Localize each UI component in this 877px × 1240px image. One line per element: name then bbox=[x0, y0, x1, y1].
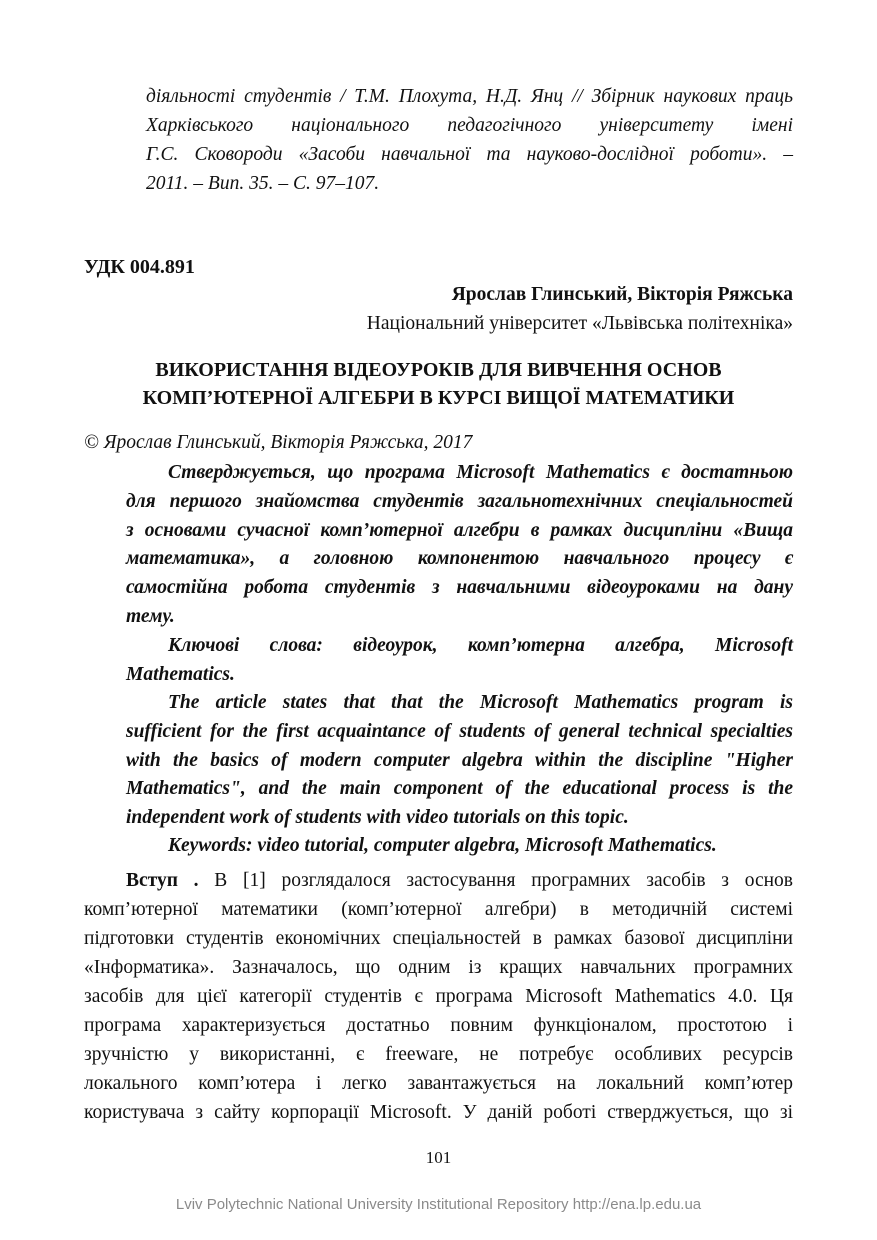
intro-lead: Вступ . bbox=[126, 870, 199, 891]
intro-line: комп’ютерної математики (комп’ютерної алгебри) в методичній системі bbox=[84, 899, 793, 920]
abstract-line: математика», а головною компонентою навчального процесу є bbox=[126, 548, 793, 570]
keywords-line: Keywords: video tutorial, computer algebra, Microsoft Mathematics. bbox=[168, 835, 717, 856]
abstract-ukrainian bbox=[126, 459, 793, 632]
abstract-line: sufficient for the first acquaintance of students of general technical specialties bbox=[126, 720, 793, 742]
intro-line bbox=[84, 866, 793, 895]
title-line: ВИКОРИСТАННЯ ВІДЕОУРОКІВ ДЛЯ ВИВЧЕННЯ ОСНОВ bbox=[155, 359, 722, 381]
intro-line: програма характеризується достатньо повним функціоналом, простотою і bbox=[84, 1015, 793, 1036]
abstract-line: with the basics of modern computer algebra within the discipline "Higher bbox=[126, 749, 793, 771]
abstract-line: The article states that that the Microsoft Mathematics program is bbox=[168, 692, 793, 713]
intro-line: засобів для цієї категорії студентів є програма Microsoft Mathematics 4.0. Ця bbox=[84, 986, 793, 1007]
keywords-line: Ключові слова: відеоурок, комп’ютерна алгебра, Microsoft bbox=[168, 635, 793, 656]
reference-line: діяльності студентів / Т.М. Плохута, Н.Д. Янц // Збірник наукових праць bbox=[146, 86, 793, 107]
authors: Ярослав Глинський, Вікторія Ряжська bbox=[451, 284, 793, 305]
abstract-line: з основами сучасної комп’ютерної алгебри в рамках дисципліни «Вища bbox=[126, 519, 793, 541]
affiliation: Національний університет «Львівська політехніка» bbox=[366, 313, 793, 334]
intro-line: локального комп’ютера і легко завантажується на локальний комп’ютер bbox=[84, 1073, 793, 1094]
abstract-line: Стверджується, що програма Microsoft Mathematics є достатньою bbox=[168, 462, 793, 483]
abstract-english bbox=[126, 689, 793, 833]
reference-continuation bbox=[146, 82, 793, 198]
page-number: 101 bbox=[425, 1148, 452, 1167]
copyright-line: © Ярослав Глинський, Вікторія Ряжська, 2017 bbox=[84, 432, 473, 453]
title-line: КОМП’ЮТЕРНОЇ АЛГЕБРИ В КУРСІ ВИЩОЇ МАТЕМАТИКИ bbox=[142, 387, 735, 409]
keywords-ukrainian bbox=[126, 632, 793, 690]
abstract-line: тему. bbox=[126, 605, 175, 627]
intro-line: підготовки студентів економічних спеціальностей в рамках базової дисципліни bbox=[84, 928, 793, 949]
introduction-paragraph bbox=[84, 866, 793, 1127]
abstract-line: independent work of students with video tutorials on this topic. bbox=[126, 807, 629, 829]
repository-footer: Lviv Polytechnic National University Institutional Repository http://ena.lp.edu.ua bbox=[175, 1196, 702, 1213]
abstract-line: Mathematics", and the main component of the educational process is the bbox=[126, 778, 793, 800]
paper-title bbox=[84, 356, 793, 412]
keywords-line: Mathematics. bbox=[126, 663, 235, 685]
reference-line: Г.С. Сковороди «Засоби навчальної та науково-дослідної роботи». – bbox=[146, 144, 793, 165]
reference-line: Харківського національного педагогічного університету імені bbox=[146, 115, 793, 136]
intro-line: користувача з сайту корпорації Microsoft. У даній роботі стверджується, що зі bbox=[84, 1102, 793, 1123]
abstract-line: самостійна робота студентів з навчальними відеоуроками на дану bbox=[126, 577, 793, 599]
abstract-line: для першого знайомства студентів загальнотехнічних спеціальностей bbox=[126, 490, 793, 512]
keywords-english bbox=[126, 832, 793, 861]
reference-line: 2011. – Вип. 35. – С. 97–107. bbox=[146, 173, 380, 194]
intro-line: «Інформатика». Зазначалось, що одним із кращих навчальних програмних bbox=[84, 957, 793, 978]
intro-line: зручністю у використанні, є freeware, не потребує особливих ресурсів bbox=[84, 1044, 793, 1065]
intro-first-line-text: В [1] розглядалося застосування програмних засобів з основ bbox=[198, 870, 793, 891]
udc-code: УДК 004.891 bbox=[84, 256, 195, 278]
